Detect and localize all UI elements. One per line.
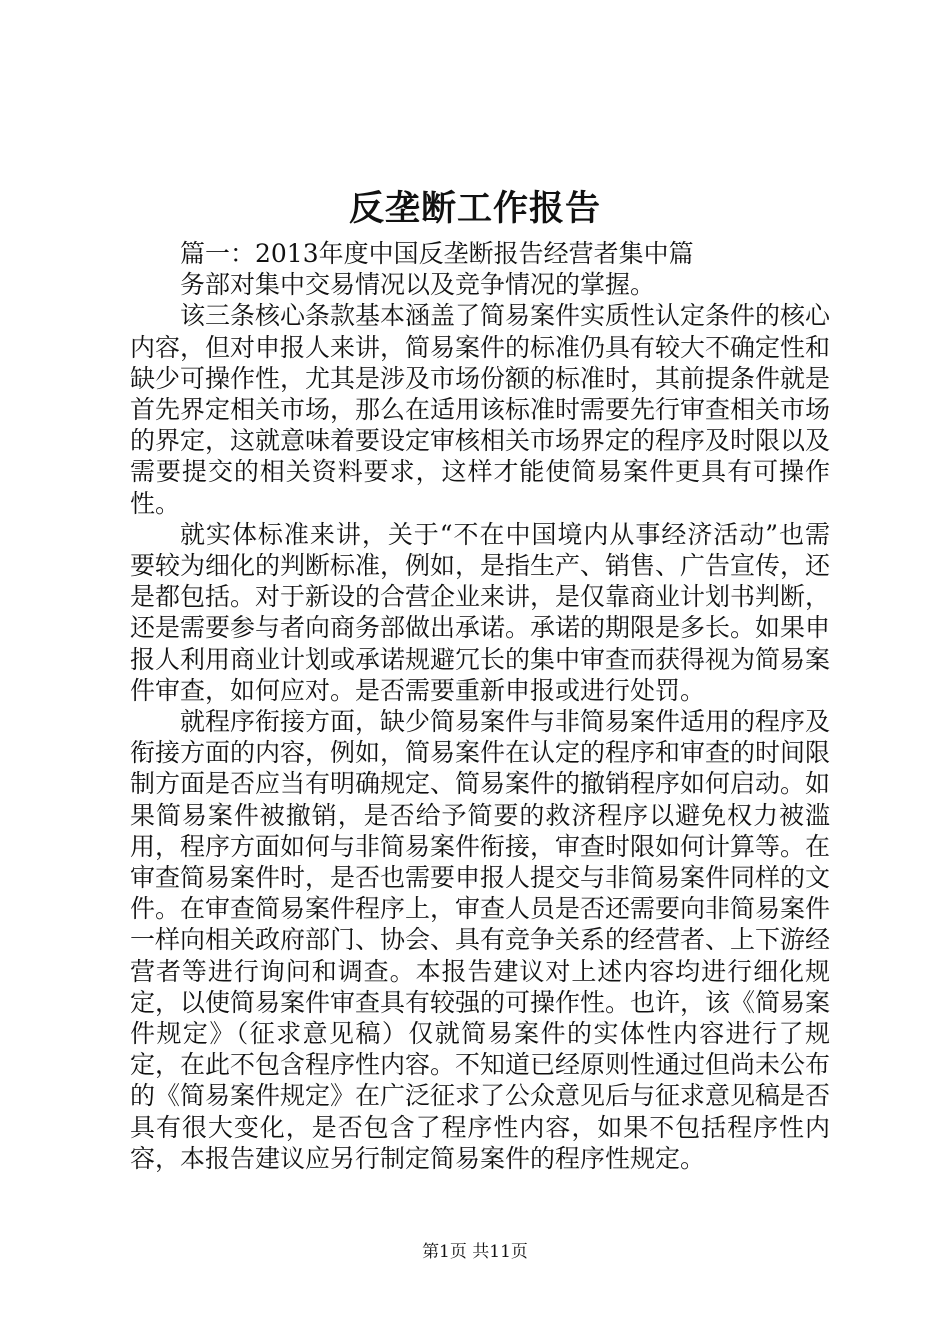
paragraph: 就程序衔接方面，缺少简易案件与非简易案件适用的程序及衔接方面的内容，例如，简易案件在认定的程序和审查的时间限制方面是否应当有明确规定、简易案件的撤销程序如何启动。如果简易案件被撤销，是否给予简要的救济程序以避免权力被滥用，程序方面如何与非简易案件衔接，审查时限如何计算等。在审查简易案件时，是否也需要申报人提交与非简易案件同样的文件。在审查简易案件程序上，审查人员是否还需要向非简易案件一样向相关政府部门、协会、具有竞争关系的经营者、上下游经营者等进行询问和调查。本报告建议对上述内容均进行细化规定，以使简易案件审查具有较强的可操作性。也许，该《简易案件规定》（征求意见稿）仅就简易案件的实体性内容进行了规定，在此不包含程序性内容。不知道已经原则性通过但尚未公布的《简易案件规定》在广泛征求了公众意见后与征求意见稿是否具有很大变化，是否包含了程序性内容，如果不包括程序性内容，本报告建议应另行制定简易案件的程序性规定。 bbox=[130, 707, 831, 1173]
paragraph: 该三条核心条款基本涵盖了简易案件实质性认定条件的核心内容，但对申报人来讲，简易案件的标准仍具有较大不确定性和缺少可操作性，尤其是涉及市场份额的标准时，其前提条件就是首先界定相关市场，那么在适用该标准时需要先行审查相关市场的界定，这就意味着要设定审核相关市场界定的程序及时限以及需要提交的相关资料要求，这样才能使简易案件更具有可操作性。 bbox=[130, 301, 831, 518]
paragraph: 务部对集中交易情况以及竞争情况的掌握。 bbox=[180, 270, 656, 300]
page-footer: 第1页 共11页 bbox=[422, 1242, 528, 1262]
paragraph-heading: 篇一：2013年度中国反垄断报告经营者集中篇 bbox=[180, 239, 694, 268]
document-body bbox=[130, 238, 830, 1174]
document-title: 反垄断工作报告 bbox=[348, 188, 601, 229]
paragraph: 就实体标准来讲，关于“不在中国境内从事经济活动”也需要较为细化的判断标准，例如，是指生产、销售、广告宣传，还是都包括。对于新设的合营企业来讲，是仅靠商业计划书判断，还是需要参与者向商务部做出承诺。承诺的期限是多长。如果申报人利用商业计划或承诺规避冗长的集中审查而获得视为简易案件审查，如何应对。是否需要重新申报或进行处罚。 bbox=[130, 519, 831, 705]
